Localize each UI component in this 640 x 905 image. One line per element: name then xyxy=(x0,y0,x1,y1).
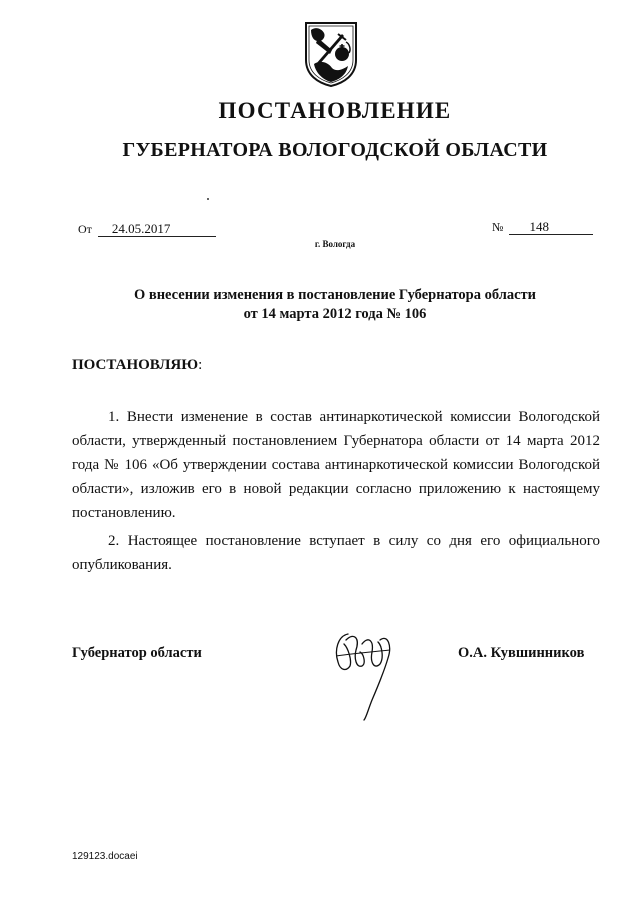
document-subject xyxy=(0,286,640,324)
document-title: ПОСТАНОВЛЕНИЕ xyxy=(218,98,452,123)
signature-image xyxy=(330,626,400,722)
number-field xyxy=(492,220,593,235)
date-label: От xyxy=(78,222,92,236)
date-field xyxy=(78,222,216,237)
subject-line-1: О внесении изменения в постановление Губернатора области xyxy=(133,287,537,303)
subject-line-2: от 14 марта 2012 года № 106 xyxy=(243,306,427,322)
signatory-role: Губернатор области xyxy=(72,645,202,661)
number-value: 148 xyxy=(509,220,593,235)
decree-word: ПОСТАНОВЛЯЮ xyxy=(72,357,199,373)
stray-dot xyxy=(207,198,209,200)
decree-colon: : xyxy=(198,357,203,373)
decree-heading xyxy=(72,357,202,374)
coat-of-arms-icon xyxy=(302,20,360,88)
document-subtitle: ГУБЕРНАТОРА ВОЛОГОДСКОЙ ОБЛАСТИ xyxy=(122,139,548,161)
document-body xyxy=(72,405,600,577)
signatory-name: О.А. Кувшинников xyxy=(458,645,585,661)
file-code: 129123.docaei xyxy=(72,851,138,862)
date-value: 24.05.2017 xyxy=(98,222,216,237)
number-label: № xyxy=(492,220,504,234)
body-item-1: 1. Внести изменение в состав антинаркотической комиссии Вологодской области, утвержденный постановлением Губернатора области от 14 марта 2012 года № 106 «Об утверждении состава антинаркотической комиссии Вологодской области», изложив его в новой редакции согласно приложению к настоящему постановлению. xyxy=(72,409,600,521)
city-label: г. Вологда xyxy=(314,239,356,249)
body-item-2: 2. Настоящее постановление вступает в силу со дня его официального опубликования. xyxy=(72,533,600,573)
